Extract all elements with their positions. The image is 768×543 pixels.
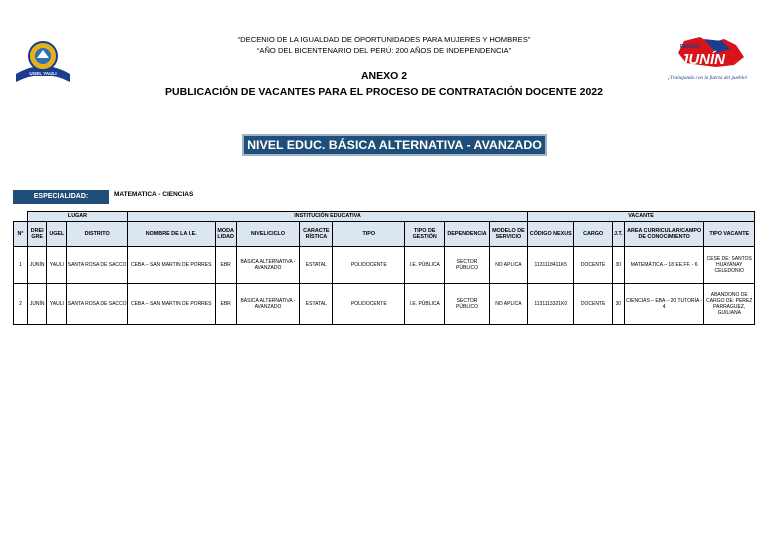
- cell-distrito: SANTA ROSA DE SACCO: [67, 284, 127, 325]
- cell-gestion: I.E. PÚBLICA: [405, 247, 445, 284]
- blank-corner: [14, 212, 28, 222]
- table-row: [14, 284, 755, 325]
- decenio-line-2: “AÑO DEL BICENTENARIO DEL PERÚ: 200 AÑOS DE INDEPENDENCIA”: [256, 46, 512, 55]
- cell-tipo-vacante: CESE DE: SANTOS HUAYANAY CELEDONIO: [704, 247, 755, 284]
- cell-tipo: POLIDOCENTE: [333, 247, 405, 284]
- col-modelo: MODELO DE SERVICIO: [489, 222, 527, 247]
- cell-tipo-vacante: ABANDONO DE CARGO DE: PEREZ PARRAGUEZ, GUILIANA: [704, 284, 755, 325]
- cell-gestion: I.E. PÚBLICA: [405, 284, 445, 325]
- group-lugar: LUGAR: [28, 212, 128, 222]
- col-cargo: CARGO: [574, 222, 612, 247]
- left-logo-text: UGEL YAULI: [29, 71, 57, 76]
- cell-n: 2: [14, 284, 28, 325]
- cell-nombre: CEBA – SAN MARTIN DE PORRES: [127, 284, 215, 325]
- col-distrito: DISTRITO: [67, 222, 127, 247]
- cell-jt: 30: [612, 247, 624, 284]
- col-area: AREA CURRICULAR/CAMPO DE CONOCIMIENTO: [624, 222, 704, 247]
- decenio-line-1: “DECENIO DE LA IGUALDAD DE OPORTUNIDADES PARA MUJERES Y HOMBRES”: [237, 35, 531, 44]
- column-header-row: [14, 222, 755, 247]
- col-jt: J.T.: [612, 222, 624, 247]
- col-tipo: TIPO: [333, 222, 405, 247]
- especialidad-value: MATEMATICA - CIENCIAS: [114, 191, 194, 198]
- cell-dre: JUNÍN: [28, 247, 47, 284]
- cell-nivel: BÁSICA ALTERNATIVA - AVANZADO: [236, 284, 300, 325]
- group-header-row: [14, 212, 755, 222]
- cell-dependencia: SECTOR PÚBLICO: [445, 284, 489, 325]
- col-nivel: NIVEL/CICLO: [236, 222, 300, 247]
- col-codigo: CÓDIGO NEXUS: [528, 222, 574, 247]
- cell-distrito: SANTA ROSA DE SACCO: [67, 247, 127, 284]
- especialidad-label: ESPECIALIDAD:: [13, 190, 109, 204]
- anexo-title: ANEXO 2: [360, 70, 408, 82]
- col-tipo-vacante: TIPO VACANTE: [704, 222, 755, 247]
- cell-codigo: 1131113321K0: [528, 284, 574, 325]
- col-nombre: NOMBRE DE LA I.E.: [127, 222, 215, 247]
- col-ugel: UGEL: [47, 222, 67, 247]
- cell-dependencia: SECTOR PÚBLICO: [445, 247, 489, 284]
- cell-modalidad: EBR: [215, 247, 236, 284]
- col-dre: DREI GRE: [28, 222, 47, 247]
- cell-ugel: YAULI: [47, 284, 67, 325]
- col-gestion: TIPO DE GESTIÓN: [405, 222, 445, 247]
- col-dependencia: DEPENDENCIA: [445, 222, 489, 247]
- col-modalidad: MODA LIDAD: [215, 222, 236, 247]
- cell-area: MATEMÁTICA – 18 EE.FF. - 6: [624, 247, 704, 284]
- cell-ugel: YAULI: [47, 247, 67, 284]
- cell-area: CIENCIAS – EBA – 20 TUTORÍA - 4: [624, 284, 704, 325]
- cell-nombre: CEBA – SAN MARTIN DE PORRES: [127, 247, 215, 284]
- cell-codigo: 1131118411K5: [528, 247, 574, 284]
- right-logo-region: REGIÓN: [680, 44, 700, 50]
- right-logo-brand: JUNÍN: [680, 51, 726, 68]
- cell-caracteristica: ESTATAL: [300, 247, 333, 284]
- cell-modelo: NO APLICA: [489, 284, 527, 325]
- vacancies-table: [13, 211, 755, 325]
- group-vacante: VACANTE: [528, 212, 755, 222]
- cell-cargo: DOCENTE: [574, 284, 612, 325]
- cell-cargo: DOCENTE: [574, 247, 612, 284]
- cell-tipo: POLIDOCENTE: [333, 284, 405, 325]
- cell-caracteristica: ESTATAL: [300, 284, 333, 325]
- cell-modelo: NO APLICA: [489, 247, 527, 284]
- cell-n: 1: [14, 247, 28, 284]
- cell-modalidad: EBR: [215, 284, 236, 325]
- cell-nivel: BÁSICA ALTERNATIVA - AVANZADO: [236, 247, 300, 284]
- level-banner: NIVEL EDUC. BÁSICA ALTERNATIVA - AVANZADO: [242, 134, 547, 156]
- right-logo-slogan: ¡Trabajando con la fuerza del pueblo!: [668, 75, 748, 81]
- cell-jt: 30: [612, 284, 624, 325]
- col-caracteristica: CARACTE RÍSTICA: [300, 222, 333, 247]
- group-institucion: INSTITUCIÓN EDUCATIVA: [127, 212, 527, 222]
- page-title: PUBLICACIÓN DE VACANTES PARA EL PROCESO DE CONTRATACIÓN DOCENTE 2022: [165, 86, 603, 98]
- table-row: [14, 247, 755, 284]
- cell-dre: JUNÍN: [28, 284, 47, 325]
- col-n: N°: [14, 222, 28, 247]
